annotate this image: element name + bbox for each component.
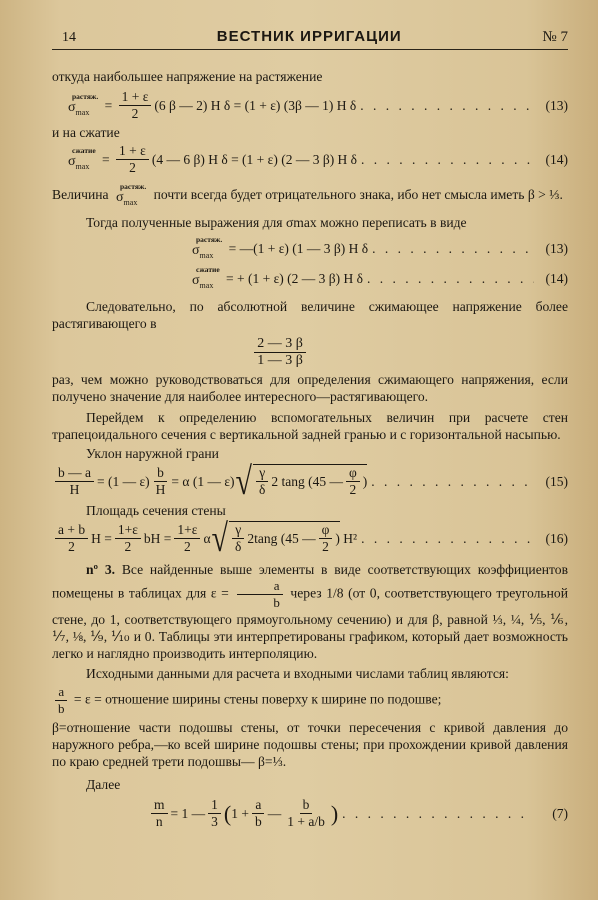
text-line: Далее <box>86 777 121 793</box>
text-line: Уклон наружной грани <box>86 446 219 462</box>
text-line: и на сжатие <box>52 125 120 140</box>
equation-14a: сжатие $\sigma_{max}$ = $\frac{1 + \varepsilon}{2}$ (4 — 6 β) H δ = (1 + ε) (2 — 3 β) H δ . . . (14) <box>52 143 568 176</box>
text-paragraph: Перейдем к определению вспомогательных величин при расчете стен трапецоидального сечения с вертикальной задней гранью и с горизонтальной насыпью. <box>52 410 568 443</box>
page-number: 14 <box>62 30 76 45</box>
text-line: Площадь сечения стены <box>86 503 226 519</box>
equation-number: (13) <box>545 98 568 113</box>
equation-number: (14) <box>545 152 568 167</box>
text-paragraph: nº 3. Все найденные выше элементы в виде соответствующих коэффициентов помещены в таблицах для ε = $\frac{a}{b}$ через 1/8 (от 0, соответствующего треугольной стене, до 1, соответствующего прямоугольному сечению) и для β, равной ⅓, ¼, ⅕, ⅙, ⅐, ⅛, ⅑, ⅒ и 0. Таблицы эти интерпретированы графиком, который дает возможность легко и наглядно производить интерполяцию. <box>52 562 568 662</box>
equation-7: $\frac{m}{n}$ = 1 — $\frac{1}{3}$ ( 1 + $\frac{a}{b}$ — $\frac{b}{1 + a/b}$ ) . . . (7) <box>52 797 568 830</box>
equation-15: $\frac{b — a}{H}$ = (1 — ε) $\frac{b}{H}$ = α (1 — ε) √ $\frac{\gamma}{\delta}$ 2 tang (45 — $\frac{\varphi}{2}$ ) . . . (15) <box>52 464 568 498</box>
text-paragraph: раз, чем можно руководствоваться для определения сжимающего напряжения, если получено значение для наиболее интересного—растягивающего. <box>52 372 568 405</box>
text-paragraph: Величина растяж. $\sigma_{max}$ почти всегда будет отрицательного знака, ибо нет смысла иметь β > ⅓. <box>52 182 563 207</box>
page-header <box>52 24 568 50</box>
ratio-fraction: $\frac{2 — 3 \beta}{1 — 3 \beta}$ <box>52 336 568 369</box>
text-paragraph: β=отношение части подошвы стены, от точки пересечения с кривой давления до наружного ребра,—ко всей ширине подошвы стены; при прохождении кривой давления по краю средней трети подошвы— β=⅓. <box>52 720 568 770</box>
issue-number: № 7 <box>542 29 568 45</box>
equation-number: (15) <box>545 473 568 489</box>
text-line: $\frac{a}{b}$ = ε = отношение ширины стены поверху к ширине по подошве; <box>52 684 568 717</box>
equation-13b: растяж. $\sigma_{max}$ = —(1 + ε) (1 — 3 β) H δ . . . (13) <box>52 235 568 263</box>
text-paragraph: Следовательно, по абсолютной величине сжимающее напряжение более растягивающего в <box>52 299 568 332</box>
text-line: Исходными данными для расчета и входными числами таблиц являются: <box>86 666 509 682</box>
equation-14b: сжатие $\sigma_{max}$ = + (1 + ε) (2 — 3 β) H δ . . . (14) <box>52 265 568 293</box>
equation-number: (7) <box>552 806 568 822</box>
text-paragraph: Тогда полученные выражения для σmax можно переписать в виде <box>86 214 467 230</box>
text-line: откуда наибольшее напряжение на растяжение <box>52 69 323 84</box>
equation-number: (16) <box>545 530 568 546</box>
equation-13a: растяж. $\sigma_{max}$ = $\frac{1 + \varepsilon}{2}$ (6 β — 2) H δ = (1 + ε) (3β — 1) H δ . . . (13) <box>52 89 568 122</box>
journal-title: ВЕСТНИК ИРРИГАЦИИ <box>216 28 402 45</box>
equation-number: (14) <box>545 270 568 286</box>
equation-number: (13) <box>545 241 568 257</box>
equation-16: $\frac{a + b}{2}$ H = $\frac{1+\varepsilon}{2}$ bH = $\frac{1+\varepsilon}{2}$ α √ $\frac{\gamma}{\delta}$ 2tang (45 — $\frac{\varphi}{2}$ ) H² . . . (16) <box>52 521 568 555</box>
